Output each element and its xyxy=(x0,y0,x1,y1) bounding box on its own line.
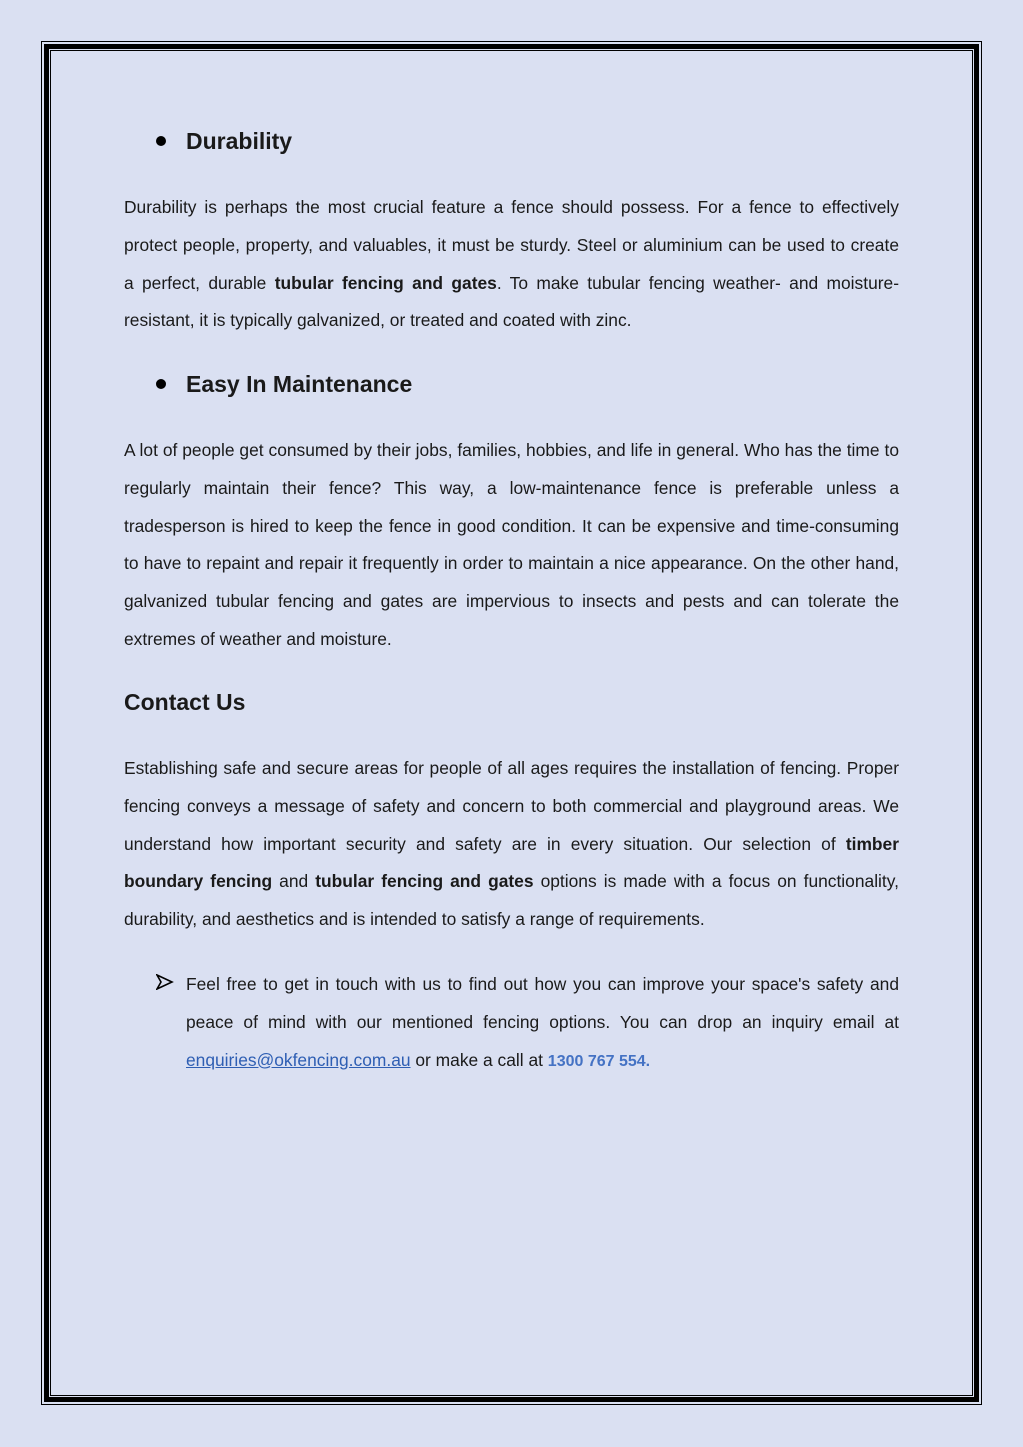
maintenance-paragraph: A lot of people get consumed by their jobs, families, hobbies, and life in general. Who has the time to regularly maintain their fence? This way, a low-maintenance fence is preferable unless a tradesperson is hired to keep the fence in good condition. It can be expensive and time-consuming to have to repaint and repair it frequently in order to maintain a nice appearance. On the other hand, galvanized tubular fencing and gates are impervious to insects and pests and can tolerate the extremes of weather and moisture. xyxy=(124,440,899,649)
contact-heading: Contact Us xyxy=(124,689,246,715)
contact-paragraph: Establishing safe and secure areas for people of all ages requires the installation of fencing. Proper fencing conveys a message of safety and concern to both commercial and playground areas. We understand how important security and safety are in every situation. Our selection of timber boundary fencing and tubular fencing and gates options is made with a focus on functionality, durability, and aesthetics and is intended to satisfy a range of requirements. xyxy=(124,758,899,930)
durability-paragraph: Durability is perhaps the most crucial feature a fence should possess. For a fence to effectively protect people, property, and valuables, it must be sturdy. Steel or aluminium can be used to create a perfect, durable tubular fencing and gates. To make tubular fencing weather- and moisture-resistant, it is typically galvanized, or treated and coated with zinc. xyxy=(124,197,899,331)
bullet-icon xyxy=(156,136,166,146)
tubular-fencing-bold: tubular fencing and gates xyxy=(274,272,497,293)
bullet-icon xyxy=(156,379,166,389)
timber-fencing-bold: timber boundary fencing xyxy=(124,833,899,892)
maintenance-heading-text: Easy In Maintenance xyxy=(186,371,413,397)
arrow-right-icon xyxy=(156,974,174,990)
email-link[interactable]: enquiries@okfencing.com.au xyxy=(186,1049,411,1070)
tubular-fencing-bold: tubular fencing and gates xyxy=(315,871,534,892)
durability-heading-text: Durability xyxy=(186,128,293,154)
phone-number: 1300 767 554. xyxy=(547,1052,651,1070)
contact-cta-text: Feel free to get in touch with us to find out how you can improve your space's safety and peace of mind with our mentioned fencing options. You can drop an inquiry email at enquiries@okfencing.com.au or make a call at 1300 767 554. xyxy=(186,974,899,1070)
